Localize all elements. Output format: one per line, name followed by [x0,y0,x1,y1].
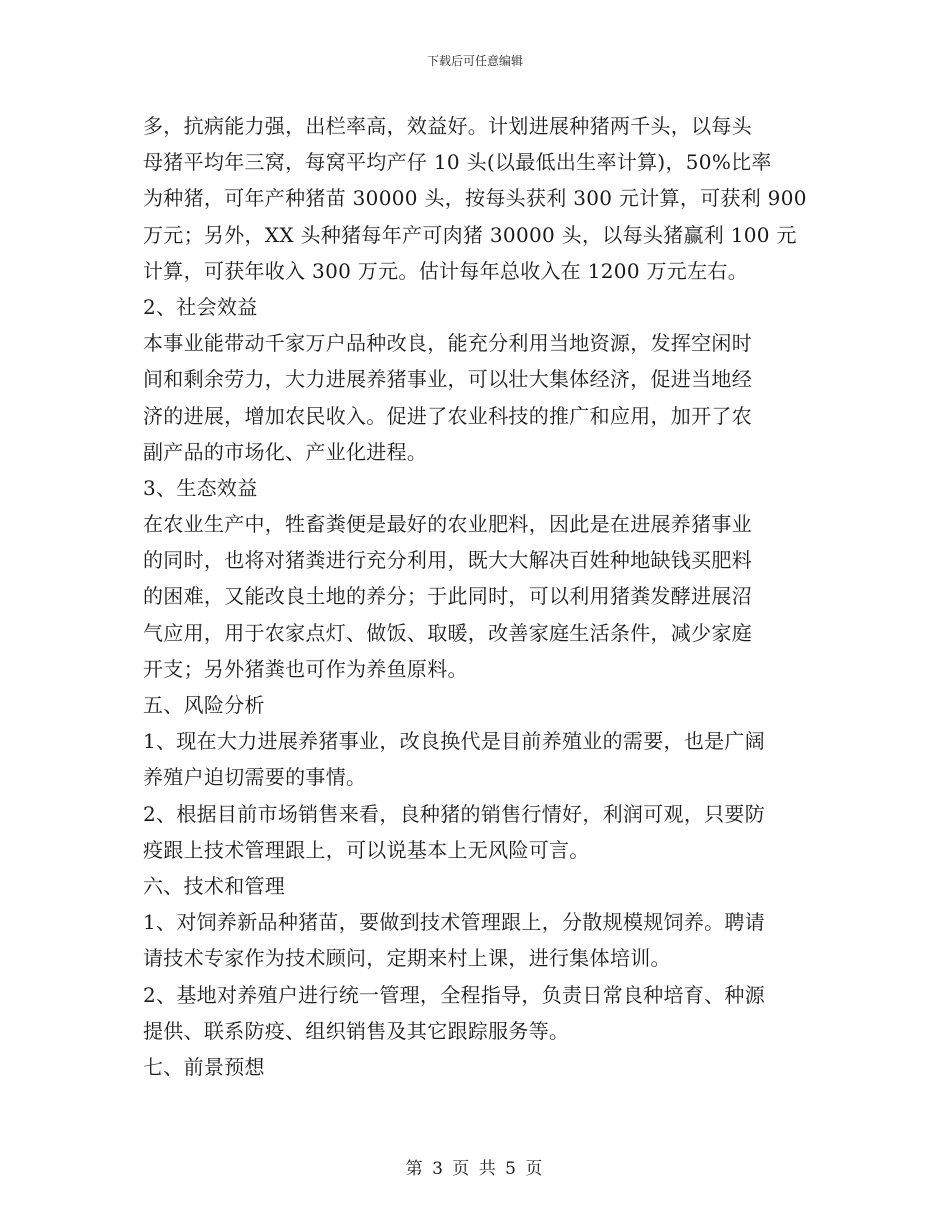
text-line: 请技术专家作为技术顾问，定期来村上课，进行集体培训。 [143,946,671,971]
text-line: 气应用，用于农家点灯、做饭、取暖，改善家庭生活条件，减少家庭 [143,620,752,645]
text-line: 本事业能带动千家万户品种改良，能充分利用当地资源，发挥空闲时 [143,331,752,356]
section-heading: 七、前景预想 [143,1054,265,1079]
text-line: 2、基地对养殖户进行统一管理，全程指导，负责日常良种培育、种源 [143,982,766,1007]
text-line: 间和剩余劳力，大力进展养猪事业，可以壮大集体经济，促进当地经 [143,367,752,392]
text-line: 1、现在大力进展养猪事业，改良换代是目前养殖业的需要，也是广阔 [143,729,766,754]
text-line: 疫跟上技术管理跟上，可以说基本上无风险可言。 [143,837,590,862]
section-heading: 2、社会效益 [143,294,258,319]
text-line: 母猪平均年三窝，每窝平均产仔 10 头(以最低出生率计算)，50%比率 [143,150,772,175]
text-line: 提供、联系防疫、组织销售及其它跟踪服务等。 [143,1018,570,1043]
text-line: 的同时，也将对猪粪进行充分利用，既大大解决百姓种地缺钱买肥料 [143,548,752,573]
section-heading: 五、风险分析 [143,693,265,717]
text-line: 万元；另外，XX 头种猪每年产可肉猪 30000 头，以每头猪赢利 100 元 [143,222,797,247]
text-line: 济的进展，增加农民收入。促进了农业科技的推广和应用，加开了农 [143,403,752,428]
page-header: 下载后可任意编辑 [426,54,523,68]
text-line: 2、根据目前市场销售来看，良种猪的销售行情好，利润可观，只要防 [143,801,766,826]
section-heading: 3、生态效益 [143,475,258,500]
text-line: 的困难，又能改良土地的养分；于此同时，可以利用猪粪发酵进展沼 [143,584,752,609]
text-line: 多，抗病能力强，出栏率高，效益好。计划进展种猪两千头，以每头 [143,114,752,138]
section-heading: 六、技术和管理 [143,873,286,898]
text-line: 在农业生产中，牲畜粪便是最好的农业肥料，因此是在进展养猪事业 [143,512,752,537]
text-line: 计算，可获年收入 300 万元。估计每年总收入在 1200 万元左右。 [143,258,749,283]
text-line: 1、对饲养新品种猪苗，要做到技术管理跟上，分散规模规饲养。聘请 [143,910,766,935]
text-line: 开支；另外猪粪也可作为养鱼原料。 [143,656,468,681]
page-number: 第 3 页 共 5 页 [405,1159,545,1179]
text-line: 副产品的市场化、产业化进程。 [143,439,428,464]
document-body [143,108,808,1085]
text-line: 养殖户迫切需要的事情。 [143,765,367,790]
text-line: 为种猪，可年产种猪苗 30000 头，按每头获利 300 元计算，可获利 900 [143,186,807,211]
